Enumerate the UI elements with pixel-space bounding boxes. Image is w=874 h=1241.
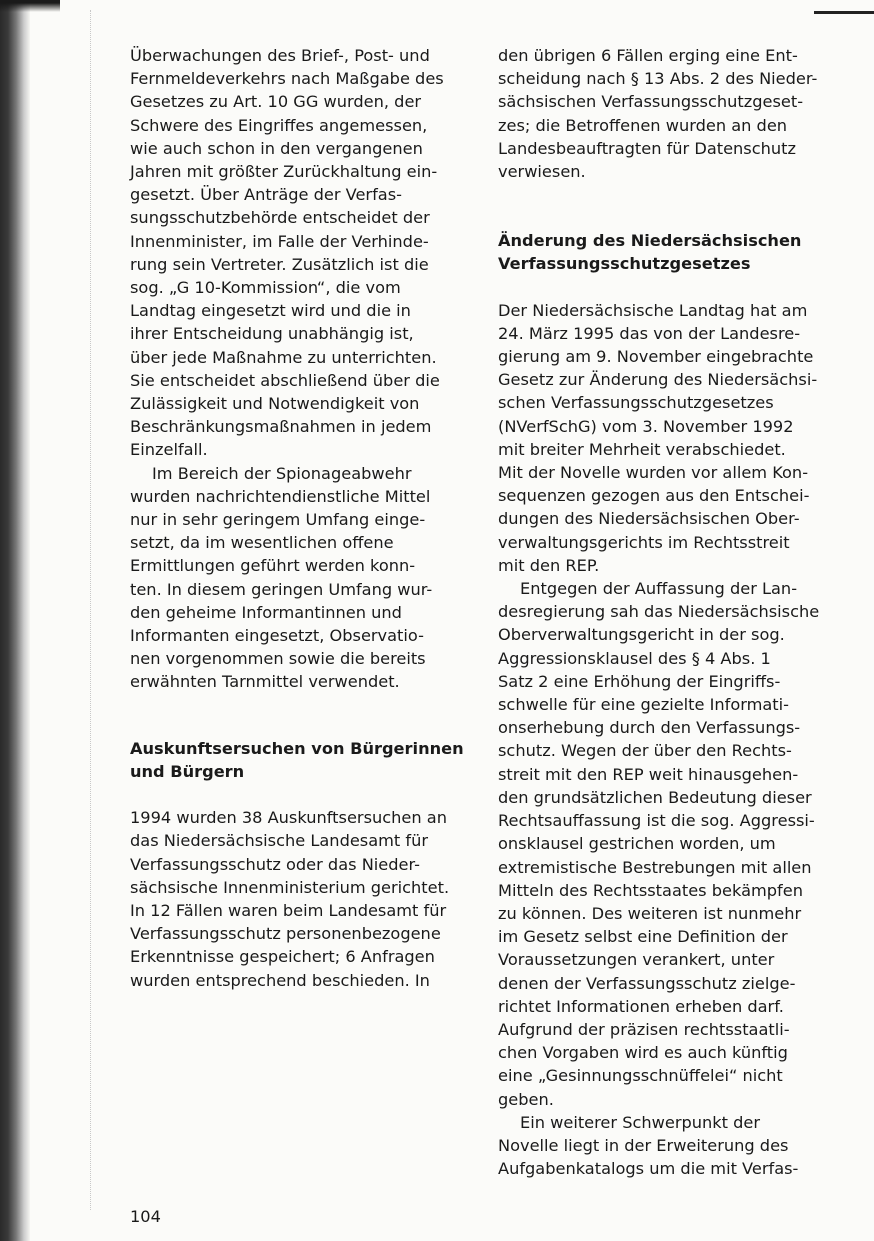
text-line: Zulässigkeit und Notwendigkeit von [130, 394, 420, 414]
text-line: den geheime Informantinnen und [130, 602, 402, 622]
text-line: gesetzt. Über Anträge der Verfas- [130, 185, 402, 205]
text-line: verwiesen. [498, 162, 586, 182]
text-line: chen Vorgaben wird es auch künftig [498, 1043, 788, 1063]
text-line: Aggressionsklausel des § 4 Abs. 1 [498, 648, 771, 668]
paragraph-counterintelligence [130, 462, 470, 694]
text-line: schen Verfassungsschutzgesetzes [498, 393, 774, 413]
text-line: Ermittlungen geführt werden konn- [130, 556, 416, 576]
paragraph-g10-surveillance [130, 44, 470, 462]
page-number: 104 [130, 1207, 161, 1226]
scan-corner-mark [814, 11, 874, 14]
text-line: streit mit den REP weit hinausgehen- [498, 764, 799, 784]
text-line: erwähnten Tarnmittel verwendet. [130, 672, 400, 692]
text-line: extremistische Bestrebungen mit allen [498, 857, 812, 877]
text-line: Sie entscheidet abschließend über die [130, 370, 440, 390]
scan-corner-shadow [0, 0, 60, 12]
text-line: onsklausel gestrichen worden, um [498, 834, 776, 854]
text-line: dungen des Niedersächsischen Ober- [498, 509, 800, 529]
text-line: sächsische Innenministerium gerichtet. [130, 877, 450, 897]
text-line: Fernmeldeverkehrs nach Maßgabe des [130, 69, 444, 89]
text-line: Beschränkungsmaßnahmen in jedem [130, 417, 432, 437]
text-line: eine „Gesinnungsschnüffelei“ nicht [498, 1066, 783, 1086]
text-line: Der Niedersächsische Landtag hat am [498, 300, 808, 320]
text-line: Innenminister, im Falle der Verhinde- [130, 231, 429, 251]
text-line: nur in sehr geringem Umfang einge- [130, 510, 426, 530]
paragraph-further-focus [498, 1111, 843, 1181]
text-line: Gesetz zur Änderung des Niedersächsi- [498, 370, 818, 390]
text-line: Verfassungsschutz oder das Nieder- [130, 854, 420, 874]
text-line: Verfassungsschutz personenbezogene [130, 924, 441, 944]
text-line: Mit der Novelle wurden vor allem Kon- [498, 463, 809, 483]
text-line: schutz. Wegen der über den Rechts- [498, 741, 792, 761]
text-line: Einzelfall. [130, 440, 208, 460]
right-column [498, 44, 843, 1180]
text-line: Jahren mit größter Zurückhaltung ein- [130, 162, 438, 182]
spacer [130, 783, 470, 806]
text-line: Mitteln des Rechtsstaates bekämpfen [498, 880, 803, 900]
text-line: sequenzen gezogen aus den Entschei- [498, 486, 810, 506]
text-line: schwelle für eine gezielte Informati- [498, 695, 789, 715]
paragraph-landtag-decision [498, 299, 843, 577]
text-line: In 12 Fällen waren beim Landesamt für [130, 900, 447, 920]
left-column [130, 44, 470, 992]
heading-line: Änderung des Niedersächsischen [498, 231, 802, 251]
text-line: desregierung sah das Niedersächsische [498, 602, 820, 622]
text-line: Gesetzes zu Art. 10 GG wurden, der [130, 92, 422, 112]
text-line: richtet Informationen erheben darf. [498, 996, 784, 1016]
text-line: sungsschutzbehörde entscheidet der [130, 208, 430, 228]
text-line: ihrer Entscheidung unabhängig ist, [130, 324, 414, 344]
paragraph-information-requests [130, 806, 470, 992]
text-line: rung sein Vertreter. Zusätzlich ist die [130, 254, 429, 274]
text-line: den übrigen 6 Fällen erging eine Ent- [498, 46, 798, 65]
text-line: sog. „G 10-Kommission“, die vom [130, 278, 401, 298]
margin-guide [90, 10, 92, 1210]
text-line: sächsischen Verfassungsschutzgeset- [498, 92, 804, 112]
text-line: wurden nachrichtendienstliche Mittel [130, 486, 431, 506]
text-line: mit den REP. [498, 555, 600, 575]
text-line: nen vorgenommen sowie die bereits [130, 649, 426, 669]
text-line: zes; die Betroffenen wurden an den [498, 115, 788, 135]
section-heading-aenderung [498, 229, 843, 275]
text-line: (NVerfSchG) vom 3. November 1992 [498, 416, 794, 436]
spacer [130, 694, 470, 737]
spacer [498, 276, 843, 299]
text-line: 1994 wurden 38 Auskunftsersuchen an [130, 808, 447, 828]
section-heading-auskunftsersuchen [130, 737, 470, 783]
text-line: zu können. Des weiteren ist nunmehr [498, 903, 802, 923]
spacer [498, 183, 843, 229]
text-line: über jede Maßnahme zu unterrichten. [130, 347, 437, 367]
text-line: geben. [498, 1089, 554, 1109]
heading-line: und Bürgern [130, 761, 245, 781]
text-line: Satz 2 eine Erhöhung der Eingriffs- [498, 671, 781, 691]
text-line: Landesbeauftragten für Datenschutz [498, 138, 797, 158]
scan-edge-shadow [0, 0, 30, 1241]
text-line: wurden entsprechend beschieden. In [130, 970, 430, 990]
text-line: gierung am 9. November eingebrachte [498, 347, 814, 367]
text-line: Ein weiterer Schwerpunkt der [520, 1112, 761, 1132]
text-line: denen der Verfassungsschutz zielge- [498, 973, 796, 993]
text-line: Rechtsauffassung ist die sog. Aggressi- [498, 811, 815, 831]
paragraph-aggression-clause [498, 577, 843, 1111]
text-line: Im Bereich der Spionageabwehr [152, 463, 412, 483]
paragraph-remaining-cases [498, 44, 843, 183]
text-line: wie auch schon in den vergangenen [130, 138, 423, 158]
heading-line: Verfassungsschutzgesetzes [498, 254, 751, 274]
text-line: den grundsätzlichen Bedeutung dieser [498, 787, 812, 807]
text-line: ten. In diesem geringen Umfang wur- [130, 579, 433, 599]
text-line: Aufgabenkatalogs um die mit Verfas- [498, 1159, 799, 1179]
text-line: das Niedersächsische Landesamt für [130, 831, 429, 851]
text-line: scheidung nach § 13 Abs. 2 des Nieder- [498, 69, 818, 89]
text-line: Überwachungen des Brief-, Post- und [130, 46, 430, 65]
text-line: Erkenntnisse gespeichert; 6 Anfragen [130, 947, 435, 967]
heading-line: Auskunftsersuchen von Bürgerinnen [130, 738, 464, 758]
text-line: Entgegen der Auffassung der Lan- [520, 579, 798, 599]
text-line: Landtag eingesetzt wird und die in [130, 301, 411, 321]
text-line: setzt, da im wesentlichen offene [130, 533, 394, 553]
text-line: Aufgrund der präzisen rechtsstaatli- [498, 1019, 790, 1039]
text-line: Oberverwaltungsgericht in der sog. [498, 625, 785, 645]
text-line: Novelle liegt in der Erweiterung des [498, 1135, 789, 1155]
text-line: im Gesetz selbst eine Definition der [498, 927, 788, 947]
text-line: Voraussetzungen verankert, unter [498, 950, 775, 970]
text-line: verwaltungsgerichts im Rechtsstreit [498, 532, 790, 552]
text-line: onserhebung durch den Verfassungs- [498, 718, 801, 738]
text-line: 24. März 1995 das von der Landesre- [498, 323, 801, 343]
text-line: Informanten eingesetzt, Observatio- [130, 626, 424, 646]
text-line: Schwere des Eingriffes angemessen, [130, 115, 428, 135]
text-line: mit breiter Mehrheit verabschiedet. [498, 439, 786, 459]
